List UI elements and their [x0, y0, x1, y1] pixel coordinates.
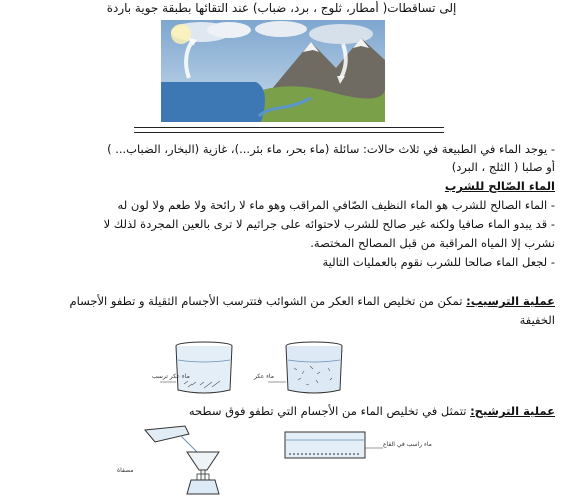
caption-sedimentation-left: ماء عكر ترسب: [152, 373, 190, 380]
paragraph-definition-line-4: - لجعل الماء صالحا للشرب نقوم بالعمليات التالية: [322, 255, 555, 269]
sedimentation-label: عملية الترسيب:: [466, 294, 555, 308]
paragraph-states-line-1: - يوجد الماء في الطبيعة في ثلاث حالات: سائلة (ماء بحر، ماء بئر...)، غازية (البخار، الضباب... ): [107, 142, 555, 156]
section-divider: [134, 127, 444, 133]
filtration-text: تتمثل في تخليص الماء من الأجسام التي تطفو فوق سطحه: [188, 404, 471, 418]
sedimentation-line-1: [6, 294, 555, 309]
sedimentation-beaker-turbid: [268, 342, 342, 393]
sedimentation-beaker-settled: [160, 342, 232, 393]
caption-filtration-left: مصفاة: [117, 467, 134, 474]
caption-filtration-right: ماء راسب في القاع: [383, 441, 432, 448]
sedimentation-text: تمكن من تخليص الماء العكر من الشوائب فتترسب الأجسام الثقيلة و تطفو الأجسام: [69, 294, 467, 308]
paragraph-states-line-2: أو صلبا ( الثلج ، البرد): [451, 160, 555, 174]
top-text-line: إلى تساقطات( أمطار، ثلوج ، برد، ضباب) عند التقائها بطبقة جوية باردة: [106, 1, 457, 15]
sedimentation-figure: [150, 338, 400, 398]
sedimentation-line-2: الخفيفة: [519, 313, 555, 327]
filtration-figure: [115, 424, 435, 496]
filtration-label: عملية الترشيح:: [470, 404, 555, 418]
paragraph-definition-line-2: - قد يبدو الماء صافيا ولكنه غير صالح للشرب لاحتوائه على جراثيم لا ترى بالعين المجردة لذلك لا: [103, 217, 555, 231]
filtration-funnel: [187, 452, 219, 480]
paragraph-definition-line-3: نشرب إلا المياه المراقبة من قبل المصالح المختصة.: [310, 236, 555, 250]
filtration-result-dish: [285, 432, 383, 458]
section-heading: الماء الصّالح للشرب: [444, 179, 555, 193]
paragraph-definition-line-1: - الماء الصالح للشرب هو الماء النظيف الصّافي المراقب وهو ماء لا رائحة ولا طعم ولا لون له: [117, 198, 555, 212]
filtration-line: [6, 404, 555, 419]
water-cycle-illustration: [161, 20, 385, 122]
filtration-pouring-beaker: [145, 426, 199, 454]
caption-sedimentation-right: ماء عكر: [254, 373, 274, 380]
